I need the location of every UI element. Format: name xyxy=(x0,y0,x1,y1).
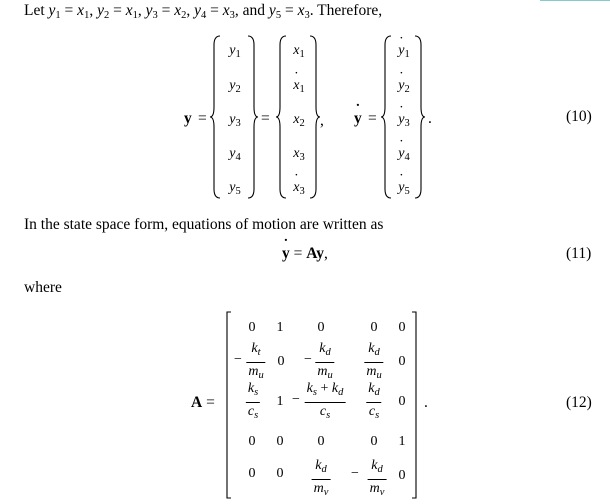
A-r3c5: 0 xyxy=(398,394,406,409)
A-r4c4: 0 xyxy=(370,434,378,449)
eq10-col2-xdot1: ˙ $x_1$ xyxy=(293,78,304,95)
page-top-rule xyxy=(540,0,610,1)
eq10-col1-y2: $y_2$ xyxy=(229,78,241,95)
A-r2c1-frac: $k_t$ $m_u$ xyxy=(248,341,264,381)
eq11-expression xyxy=(282,245,328,263)
eq10-col2-left-brace xyxy=(276,35,288,199)
eq10-col3-left-brace xyxy=(381,35,393,199)
A-r4c2: 0 xyxy=(276,434,284,449)
eq10-col3-ydot5: ˙ $y_5$ xyxy=(398,180,409,197)
A-r4c1: 0 xyxy=(248,434,256,449)
A-r1c1: 0 xyxy=(248,320,256,335)
eq10-period: . xyxy=(428,110,432,127)
eq12-left-bracket xyxy=(225,311,233,499)
eq10-col3-ydot2: ˙ $y_2$ xyxy=(398,78,409,95)
eq12-period: . xyxy=(424,394,428,411)
eq10-ydot-lhs: ˙ y xyxy=(354,110,362,128)
eq12-lhs: A = xyxy=(191,394,215,411)
A-r2c1-minus: − xyxy=(234,352,242,367)
A-r3c1-frac: $k_s$ $c_s$ xyxy=(247,381,259,421)
eq11-rhs: = Ay, xyxy=(293,245,328,262)
state-space-sentence: In the state space form, equations of motion are written as xyxy=(24,216,384,233)
eq10-col2-right-brace xyxy=(308,35,320,199)
A-r5c2: 0 xyxy=(276,466,284,481)
eq10-equals-1: = xyxy=(198,110,207,127)
A-r3c2: 1 xyxy=(276,394,284,409)
A-r1c3: 0 xyxy=(317,320,325,335)
eq10-col1-right-brace xyxy=(246,35,258,199)
eq12-number: (12) xyxy=(566,394,592,411)
eq10-comma: , xyxy=(320,112,324,129)
A-r2c3-frac: $k_d$ $m_u$ xyxy=(317,341,333,381)
A-r1c4: 0 xyxy=(370,320,378,335)
A-r5c3-frac: $k_d$ $m_v$ xyxy=(313,458,329,498)
A-r5c5: 0 xyxy=(398,468,406,483)
eq10-lhs-y: y xyxy=(184,110,192,127)
A-r1c5: 0 xyxy=(398,320,406,335)
eq10-col3-ydot1: ˙ $y_1$ xyxy=(398,43,409,60)
where-word: where xyxy=(24,279,62,296)
eq10-col3-ydot3: ˙ $y_3$ xyxy=(398,112,409,129)
eq10-col2-x2: $x_2$ xyxy=(293,112,305,129)
word-let: Let xyxy=(24,2,45,19)
eq10-col3-ydot4: ˙ $y_4$ xyxy=(398,146,409,163)
eq10-col2-xdot3: ˙ $x_3$ xyxy=(293,180,304,197)
A-r2c5: 0 xyxy=(398,354,406,369)
word-and: and xyxy=(242,2,266,19)
eq10-col1-y5: $y_5$ xyxy=(229,180,241,197)
eq12-right-bracket xyxy=(410,311,418,499)
eq10-col1-left-brace xyxy=(210,35,222,199)
word-therefore: . Therefore, xyxy=(309,2,383,19)
A-r3c3-frac: $k_s + k_d$ $c_s$ xyxy=(306,381,344,421)
A-r2c2: 0 xyxy=(277,354,285,369)
eq10-col2-x3: $x_3$ xyxy=(293,146,305,163)
eq10-equals-2: = xyxy=(261,110,270,127)
eq10-col2-x1: $x_1$ xyxy=(293,43,305,60)
eq10-col1-y4: $y_4$ xyxy=(229,146,241,163)
A-r5c1: 0 xyxy=(248,466,256,481)
A-r5c4-frac: $k_d$ $m_v$ xyxy=(369,458,385,498)
eq10-number: (10) xyxy=(566,108,592,125)
A-r3c4-frac: $k_d$ $c_s$ xyxy=(368,381,380,421)
A-r4c3: 0 xyxy=(317,434,325,449)
eq10-col3-right-brace xyxy=(413,35,425,199)
A-r3c3-minus: − xyxy=(292,392,300,407)
eq11-number: (11) xyxy=(566,245,592,262)
eq10-col1-y1: $y_1$ xyxy=(229,43,241,60)
eq10-col1-y3: $y_3$ xyxy=(229,112,241,129)
A-r4c5: 1 xyxy=(398,434,406,449)
intro-sentence: Let $y_1 = x_1$, $y_2$ = ˙ $x_1$, $y_3 = x_2$, $y_4 = x_3$, and $y_5$ = ˙ $x_3$. Therefore, xyxy=(24,2,382,21)
eq10-equals-3: = xyxy=(368,110,377,127)
A-r1c2: 1 xyxy=(276,320,284,335)
A-r2c3-minus: − xyxy=(304,352,312,367)
A-r5c4-minus: − xyxy=(351,466,359,481)
A-r2c4-frac: $k_d$ $m_u$ xyxy=(366,341,382,381)
eq11-ydot: ˙ y xyxy=(282,245,290,263)
